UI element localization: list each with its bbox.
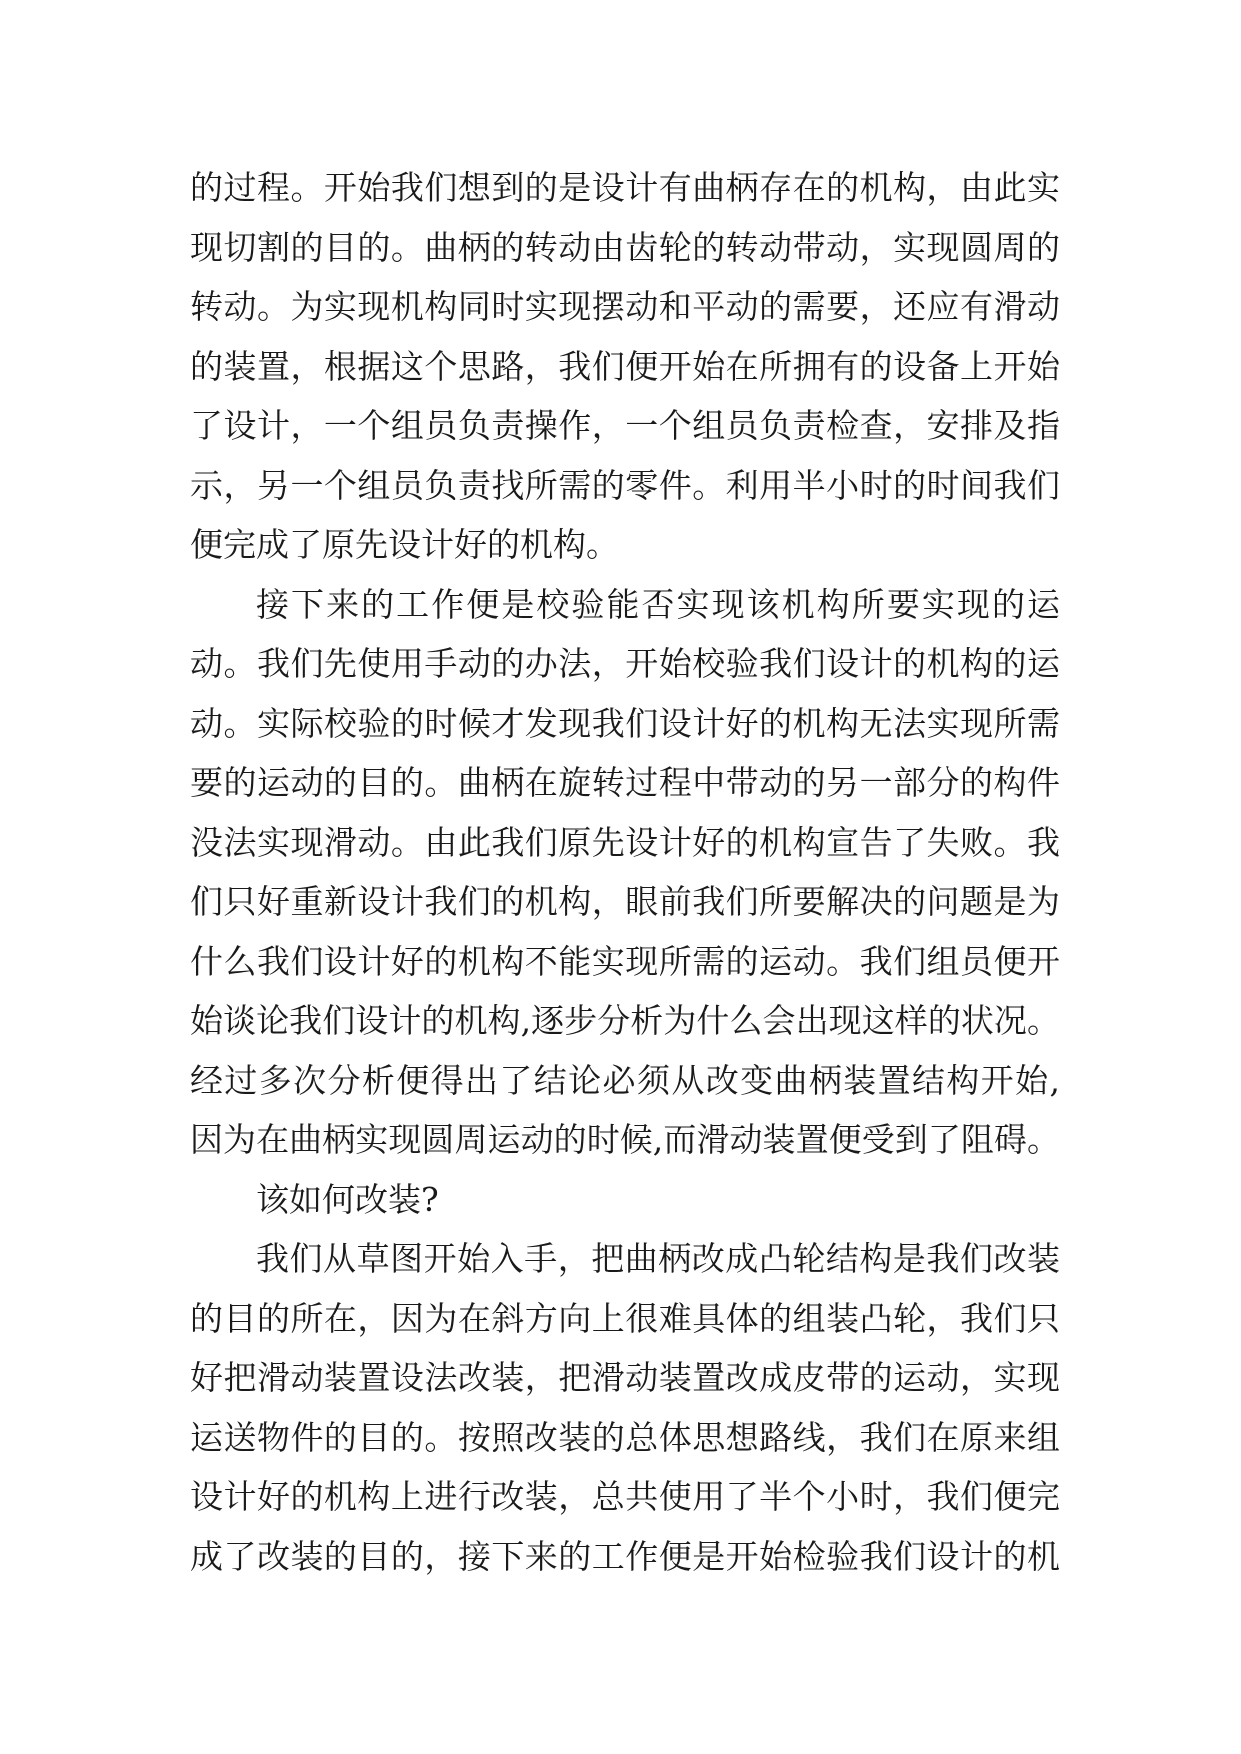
text-line: 转动。为实现机构同时实现摆动和平动的需要，还应有滑动 xyxy=(190,287,1060,326)
text-line: 示，另一个组员负责找所需的零件。利用半小时的时间我们 xyxy=(190,465,1060,505)
text-line: 始谈论我们设计的机构,逐步分析为什么会出现这样的状况。 xyxy=(190,1001,1060,1040)
text-line: 便完成了原先设计好的机构。 xyxy=(190,525,619,564)
text-line: 的过程。开始我们想到的是设计有曲柄存在的机构，由此实 xyxy=(190,168,1060,207)
text-line: 接下来的工作便是校验能否实现该机构所要实现的运 xyxy=(256,584,1060,624)
text-line: 设计好的机构上进行改装，总共使用了半个小时，我们便完 xyxy=(190,1477,1060,1516)
text-line: 好把滑动装置设法改装，把滑动装置改成皮带的运动，实现 xyxy=(190,1358,1060,1397)
text-line: 要的运动的目的。曲柄在旋转过程中带动的另一部分的构件 xyxy=(190,763,1060,802)
text-line: 了设计，一个组员负责操作，一个组员负责检查，安排及指 xyxy=(190,406,1060,445)
text-line: 成了改装的目的，接下来的工作便是开始检验我们设计的机 xyxy=(190,1536,1060,1576)
text-line: 该如何改装? xyxy=(256,1179,439,1219)
text-line: 动。实际校验的时候才发现我们设计好的机构无法实现所需 xyxy=(190,703,1060,743)
text-line: 的装置，根据这个思路，我们便开始在所拥有的设备上开始 xyxy=(190,346,1060,386)
text-line: 经过多次分析便得出了结论必须从改变曲柄装置结构开始, xyxy=(190,1060,1060,1100)
text-line: 什么我们设计好的机构不能实现所需的运动。我们组员便开 xyxy=(190,941,1060,981)
text-line: 现切割的目的。曲柄的转动由齿轮的转动带动，实现圆周的 xyxy=(190,227,1060,267)
text-line: 没法实现滑动。由此我们原先设计好的机构宣告了失败。我 xyxy=(190,822,1060,862)
text-line: 动。我们先使用手动的办法，开始校验我们设计的机构的运 xyxy=(190,644,1060,683)
body-text xyxy=(190,158,1060,1586)
text-line: 们只好重新设计我们的机构，眼前我们所要解决的问题是为 xyxy=(190,882,1060,921)
text-line: 的目的所在，因为在斜方向上很难具体的组装凸轮，我们只 xyxy=(190,1298,1060,1338)
text-line: 我们从草图开始入手，把曲柄改成凸轮结构是我们改装 xyxy=(256,1239,1060,1278)
text-line: 运送物件的目的。按照改装的总体思想路线，我们在原来组 xyxy=(190,1417,1060,1457)
text-line: 因为在曲柄实现圆周运动的时候,而滑动装置便受到了阻碍。 xyxy=(190,1120,1060,1159)
